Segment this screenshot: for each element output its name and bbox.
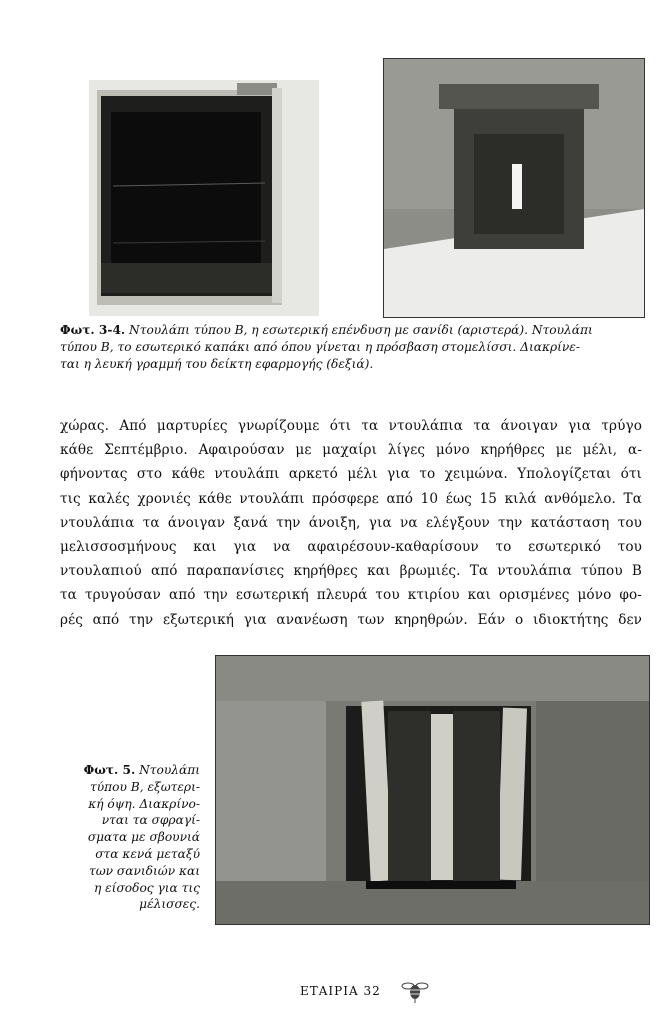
body-line: μελισσοσμήνους και για να αφαιρέσουν-καθαρίσουν το εσωτερικό του	[60, 539, 642, 556]
caption-line: η είσοδος για τις	[93, 880, 200, 895]
caption-line: τύπου Β, το εσωτερικό καπάκι από όπου γίνεται η πρόσβαση στομελίσσι. Διακρίνε-	[60, 340, 580, 354]
caption-line: μέλισσες.	[139, 897, 200, 912]
caption-photo-3-4	[60, 322, 630, 373]
caption-text: Ντουλάπι	[139, 763, 200, 777]
caption-line	[60, 762, 200, 779]
caption-line: σματα με σβουνιά	[87, 830, 200, 845]
page-footer	[300, 978, 440, 1004]
caption-line: κή όψη. Διακρίνο-	[88, 796, 200, 811]
body-line: ρές από την εξωτερική για ανανέωση των κηρηθρών. Εάν ο ιδιοκτήτης δεν	[60, 611, 642, 628]
caption-line: τύπου Β, εξωτερι-	[89, 779, 200, 794]
caption-line: των σανιδιών και	[88, 863, 200, 878]
bee-ornament-icon	[400, 978, 430, 1004]
body-line: τα τρυγούσαν από την εσωτερική πλευρά του κτιρίου και ορισμένες μόνο φο-	[60, 587, 642, 604]
caption-label: Φωτ. 3-4.	[60, 323, 126, 337]
photo-3-inner-lining	[87, 58, 353, 316]
body-line: κάθε Σεπτέμβριο. Αφαιρούσαν με μαχαίρι λίγες μόνο κηρήθρες με μέλι, α-	[60, 442, 642, 459]
body-line: φήνοντας στο κάθε ντουλάπι αρκετό μέλι για το χειμώνα. Υπολογίζεται ότι	[60, 466, 642, 483]
caption-line: νται τα σφραγί-	[101, 813, 200, 828]
caption-line: στα κενά μεταξύ	[95, 846, 200, 861]
caption-line	[60, 322, 630, 339]
caption-photo-5	[60, 762, 200, 913]
body-paragraph	[60, 414, 642, 632]
photo-4-inner-cover	[383, 58, 645, 318]
caption-text: Ντουλάπι τύπου Β, η εσωτερική επένδυση με σανίδι (αριστερά). Ντουλάπι	[129, 323, 593, 337]
footer-page-label: ΕΤΑΙΡΙΑ 32	[300, 984, 381, 998]
caption-line: ται η λευκή γραμμή του δείκτη εφαρμογής (δεξιά).	[60, 357, 374, 371]
body-line: τις καλές χρονιές κάθε ντουλάπι πρόσφερε από 10 έως 15 κιλά ανθόμελο. Τα	[60, 490, 642, 507]
body-line: ντουλάπια τα άνοιγαν ξανά την άνοιξη, για να ελέγξουν την κατάσταση του	[60, 514, 642, 531]
body-line: ντουλαπιού από παραπανίσιες κηρήθρες και βρωμιές. Τα ντουλάπια τύπου Β	[60, 563, 642, 580]
body-line: χώρας. Από μαρτυρίες γνωρίζουμε ότι τα ντουλάπια τα άνοιγαν για τρύγο	[60, 418, 642, 434]
photo-5-exterior-view	[215, 655, 650, 925]
caption-label: Φωτ. 5.	[83, 763, 136, 777]
